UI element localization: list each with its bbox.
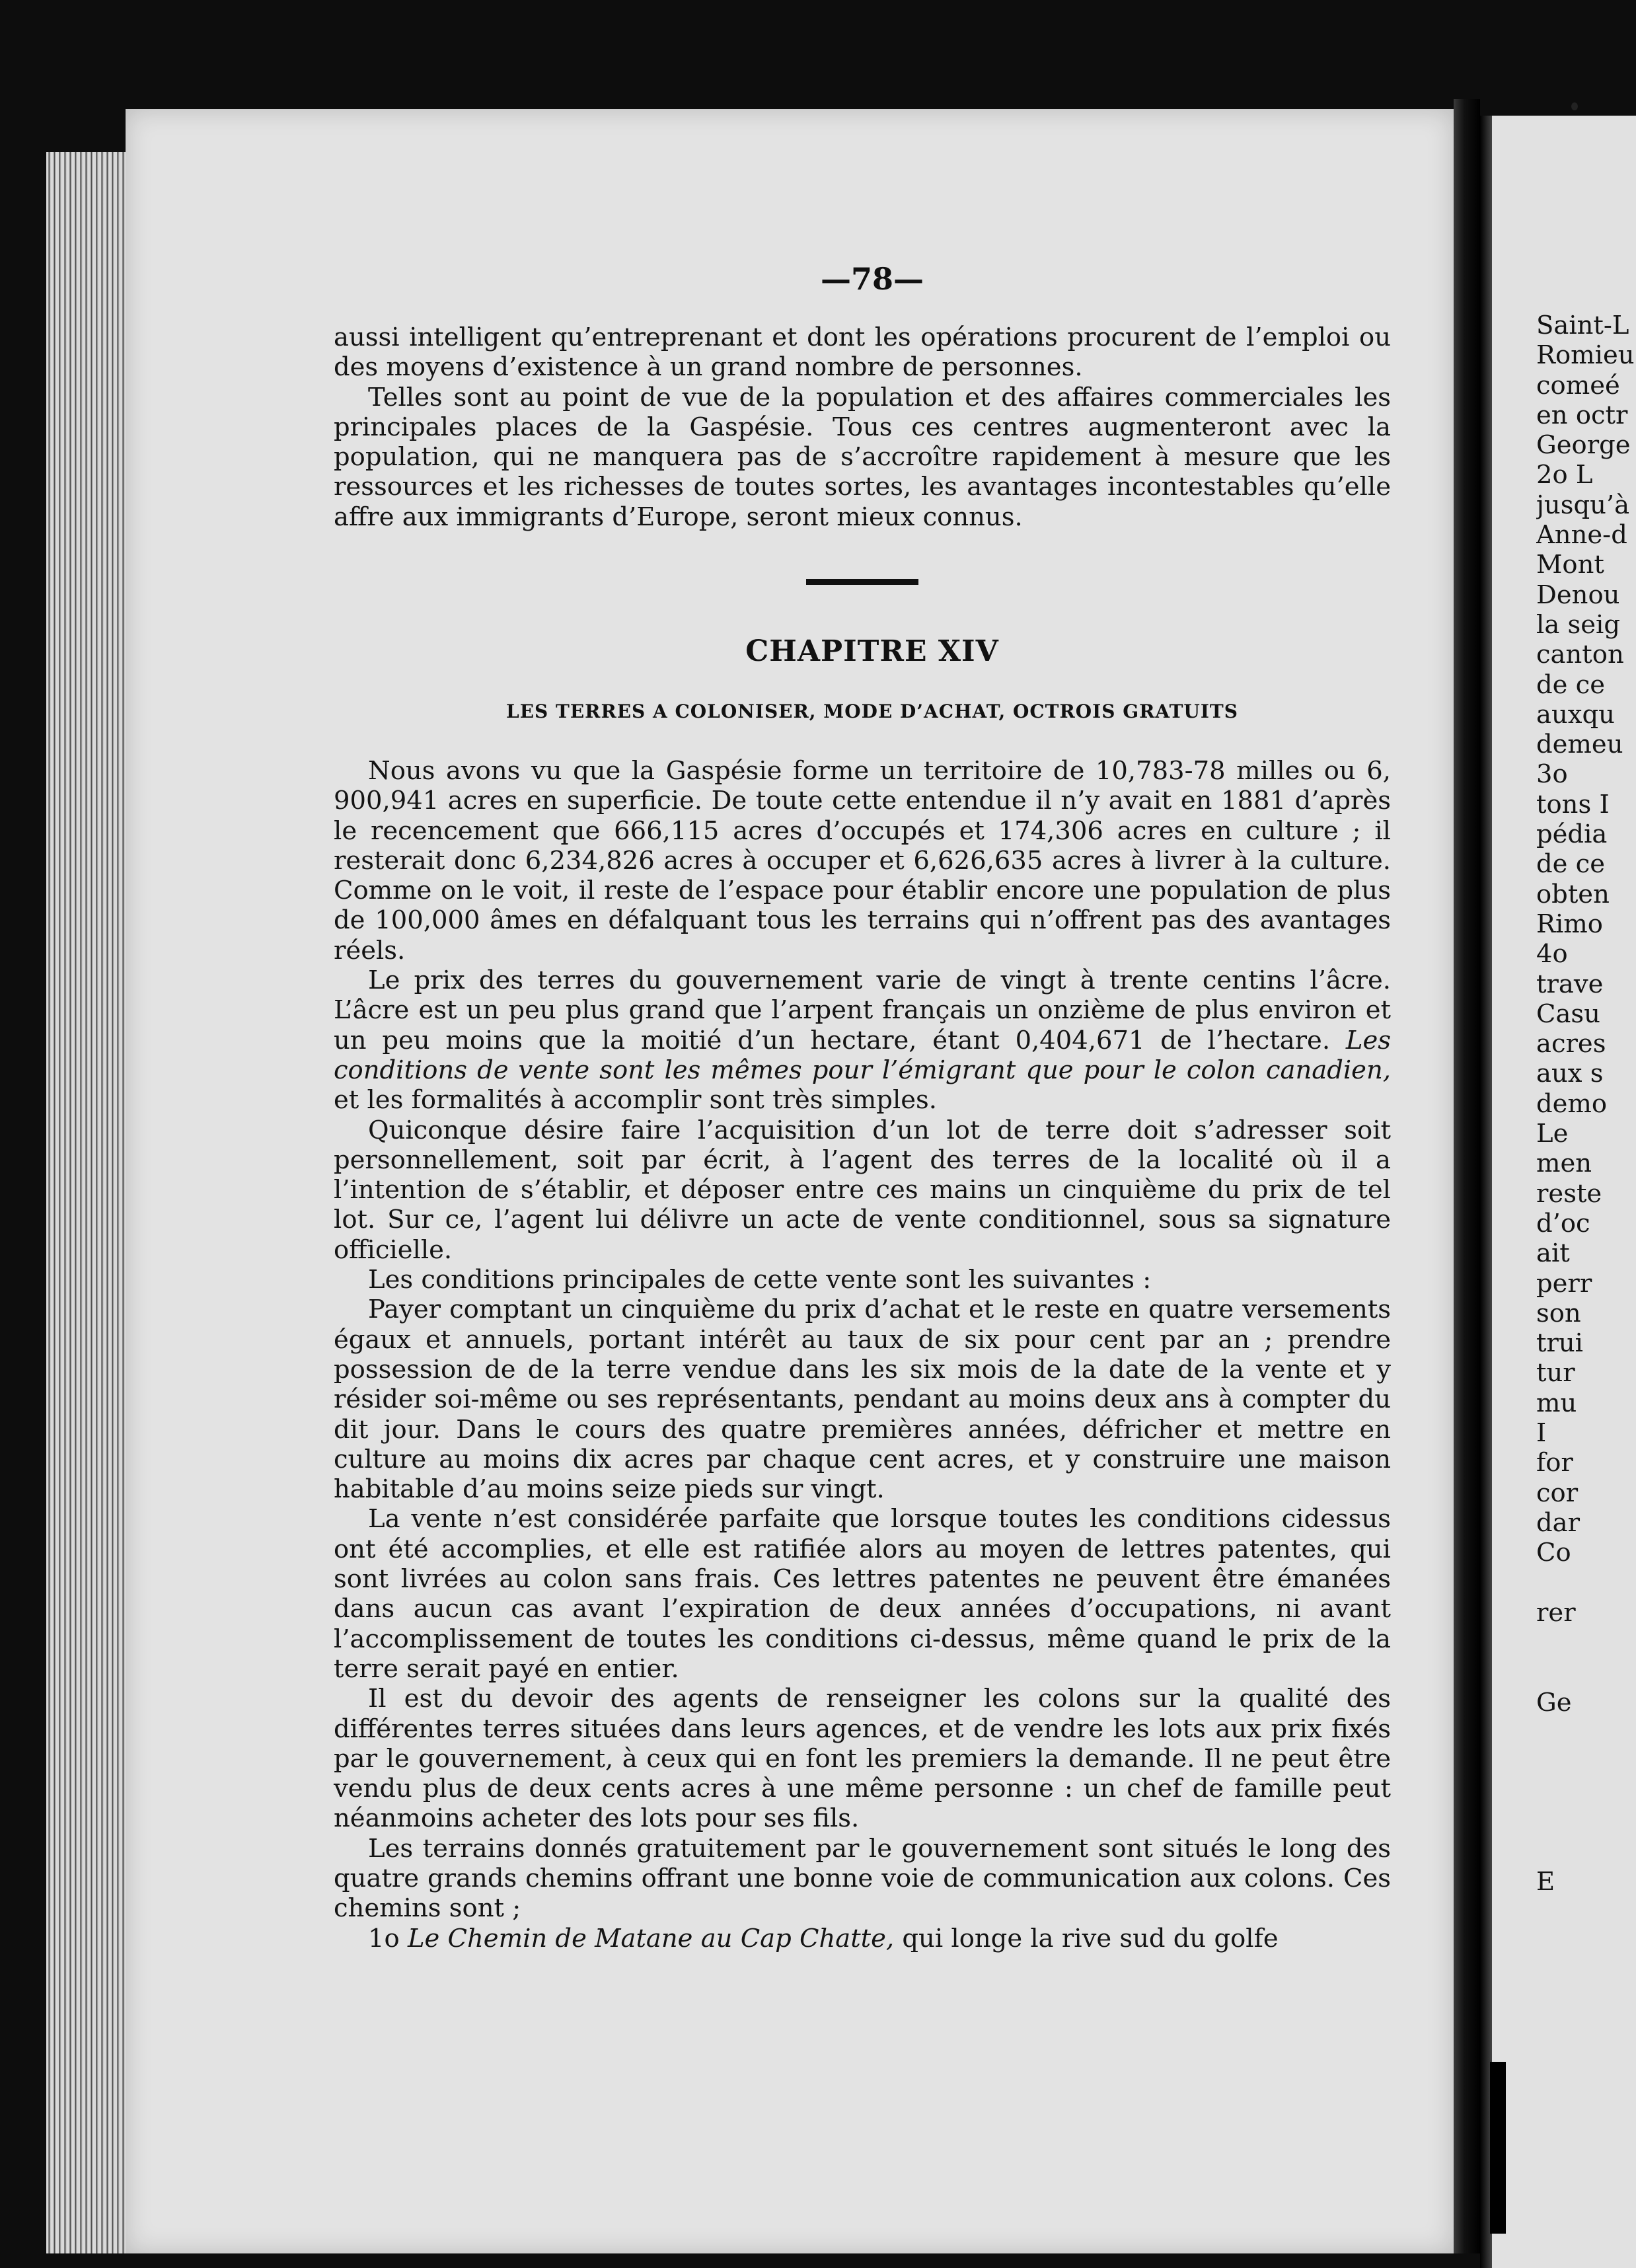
chapter-body xyxy=(334,756,1391,1953)
facing-page-binding xyxy=(1480,116,1492,2268)
facing-line: mu xyxy=(1536,1388,1577,1418)
facing-line: I xyxy=(1536,1418,1547,1448)
chapter-subtitle: LES TERRES A COLONISER, MODE D’ACHAT, OCTROIS GRATUITS xyxy=(506,700,1238,722)
facing-line: pédia xyxy=(1536,819,1608,850)
facing-line: 3o xyxy=(1536,759,1568,790)
facing-line xyxy=(1536,1807,1636,1837)
facing-line: trave xyxy=(1536,969,1604,999)
facing-line: perr xyxy=(1536,1268,1592,1299)
facing-line: son xyxy=(1536,1298,1581,1328)
facing-line: tur xyxy=(1536,1358,1575,1388)
facing-line xyxy=(1536,1837,1636,1867)
list-number: 1o xyxy=(368,1923,400,1953)
ink-dot xyxy=(1571,102,1578,110)
facing-line: for xyxy=(1536,1448,1573,1478)
facing-line: Rimo xyxy=(1536,909,1603,939)
facing-line: Saint-L xyxy=(1536,311,1629,340)
facing-line: tons I xyxy=(1536,789,1610,819)
paragraph: Quiconque désire faire l’acquisition d’un lot de terre doit s’adresser soit personnellement, soit par écrit, à l’agent des terres de la localité où il a l’intention de s’établir, et déposer entre ces mains un cinquième du prix de tel lot. Sur ce, l’agent lui délivre un acte de vente conditionnel, sous sa signature officielle. xyxy=(334,1115,1391,1265)
facing-line: d’oc xyxy=(1536,1208,1590,1238)
paragraph-italic: Le Chemin de Matane au Cap Chatte, xyxy=(407,1923,895,1953)
facing-line: obten xyxy=(1536,879,1610,909)
facing-line: Anne-d xyxy=(1536,520,1627,550)
facing-line: Casu xyxy=(1536,999,1600,1029)
facing-line: rer xyxy=(1536,1597,1576,1628)
facing-line: reste xyxy=(1536,1178,1602,1209)
paragraph-text: et les formalités à accomplir sont très simples. xyxy=(334,1085,938,1115)
facing-line xyxy=(1536,1657,1636,1687)
book-gutter xyxy=(1454,99,1480,2253)
facing-line: 4o xyxy=(1536,939,1568,969)
facing-line: men xyxy=(1536,1149,1592,1179)
paragraph-text: qui longe la rive sud du golfe xyxy=(902,1923,1279,1953)
section-separator xyxy=(806,579,918,585)
facing-line: de ce xyxy=(1536,849,1606,880)
facing-line: Co xyxy=(1536,1538,1571,1568)
facing-line: acres xyxy=(1536,1029,1606,1059)
paragraph: Les terrains donnés gratuitement par le gouvernement sont situés le long des quatre grands chemins offrant une bonne voie de communication aux colons. Ces chemins sont ; xyxy=(334,1833,1391,1924)
chapter-title: CHAPITRE XIV xyxy=(745,634,999,668)
facing-line: la seig xyxy=(1536,609,1621,640)
facing-line: demeu xyxy=(1536,730,1623,760)
facing-line: cor xyxy=(1536,1478,1579,1508)
paragraph: Telles sont au point de vue de la population et des affaires commerciales les principales places de la Gaspésie. Tous ces centres augmenteront avec la population, qui ne manquera pas de s’accroître rapidement à mesure que les ressources et les richesses de toutes sortes, les avantages incontestables qu’elle affre aux immigrants d’Europe, seront mieux connus. xyxy=(334,382,1391,532)
facing-line: trui xyxy=(1536,1328,1583,1359)
facing-line: canton xyxy=(1536,640,1624,670)
facing-line: de ce xyxy=(1536,669,1606,700)
facing-line xyxy=(1536,1718,1636,1747)
facing-line: Ge xyxy=(1536,1687,1572,1718)
facing-line: en octr xyxy=(1536,400,1628,430)
page-edges xyxy=(46,152,126,2253)
paragraph: Payer comptant un cinquième du prix d’achat et le reste en quatre versements égaux et annuels, portant intérêt au taux de six pour cent par an ; prendre possession de de la terre vendue dans les six mois de la date de la vente et y résider soi-même ou ses représentants, pendant au moins deux ans à compter du dit jour. Dans le cours des quatre premières années, défricher et mettre en culture au moins dix acres par chaque cent acres, et y construire une maison habitable d’au moins seize pieds sur vingt. xyxy=(334,1295,1391,1505)
facing-line: auxqu xyxy=(1536,699,1615,730)
paragraph: Nous avons vu que la Gaspésie forme un territoire de 10,783-78 milles ou 6, 900,941 acres en superficie. De toute cette entendue il n’y avait en 1881 d’après le recencement que 666,115 acres d’occupés et 174,306 acres en culture ; il resterait donc 6,234,826 acres à occuper et 6,626,635 acres à livrer à la culture. Comme on le voit, il reste de l’espace pour établir encore une population de plus de 100,000 âmes en défalquant tous les terrains qui n’offrent pas des avantages réels. xyxy=(334,756,1391,965)
paragraph: aussi intelligent qu’entreprenant et dont les opérations procurent de l’emploi ou des moyens d’existence à un grand nombre de personnes. xyxy=(334,322,1391,383)
facing-line: E xyxy=(1536,1867,1555,1897)
paragraph-text: Le prix des terres du gouvernement varie de vingt à trente centins l’âcre. L’âcre est un peu plus grand que l’arpent français un onzième de plus environ et un peu moins que la moitié d’un hectare, étant 0,404,671 de l’hectare. xyxy=(334,965,1391,1055)
paragraph xyxy=(334,965,1391,1115)
paragraph: Il est du devoir des agents de renseigner les colons sur la qualité des différentes terres situées dans leurs agences, et de vendre les lots aux prix fixés par le gouvernement, à ceux qui en font les premiers la demande. Il ne peut être vendu plus de deux cents acres à une même personne : un chef de famille peut néanmoins acheter des lots pour ses fils. xyxy=(334,1684,1391,1834)
facing-line xyxy=(1536,1628,1636,1657)
facing-line: Mont xyxy=(1536,550,1604,580)
facing-line: Denou xyxy=(1536,580,1620,610)
facing-line: Romieu xyxy=(1536,340,1635,371)
facing-line: dar xyxy=(1536,1507,1580,1538)
page-clip xyxy=(1490,2062,1506,2234)
paragraph: Les conditions principales de cette vente sont les suivantes : xyxy=(368,1265,1152,1295)
paragraph: La vente n’est considérée parfaite que lorsque toutes les conditions cidessus ont été accomplies, et elle est ratifiée alors au moyen de lettres patentes, qui sont livrées au colon sans frais. Ces lettres patentes ne peuvent être émanées dans aucun cas avant l’expiration de deux années d’occupations, ni avant l’accomplissement de toutes les conditions ci-dessus, même quand le prix de la terre serait payé en entier. xyxy=(334,1504,1391,1684)
facing-line: demo xyxy=(1536,1088,1608,1119)
facing-line: comeé xyxy=(1536,370,1620,400)
continuation-text xyxy=(334,322,1391,532)
facing-line xyxy=(1536,1747,1636,1777)
facing-page-text xyxy=(1536,311,1636,1897)
facing-line xyxy=(1536,1778,1636,1807)
facing-line: aux s xyxy=(1536,1059,1604,1089)
facing-line: 2o L xyxy=(1536,460,1593,490)
facing-line xyxy=(1536,1568,1636,1597)
paragraph-italic: Les conditions de vente sont les mêmes pour l’émigrant que pour le colon canadien, xyxy=(334,1025,1392,1085)
facing-line: ait xyxy=(1536,1238,1570,1269)
facing-line: jusqu’à xyxy=(1536,490,1630,520)
facing-line: Le xyxy=(1536,1119,1569,1149)
paragraph xyxy=(334,1924,1391,1953)
page-number: —78— xyxy=(820,261,924,297)
facing-line: George xyxy=(1536,430,1631,461)
